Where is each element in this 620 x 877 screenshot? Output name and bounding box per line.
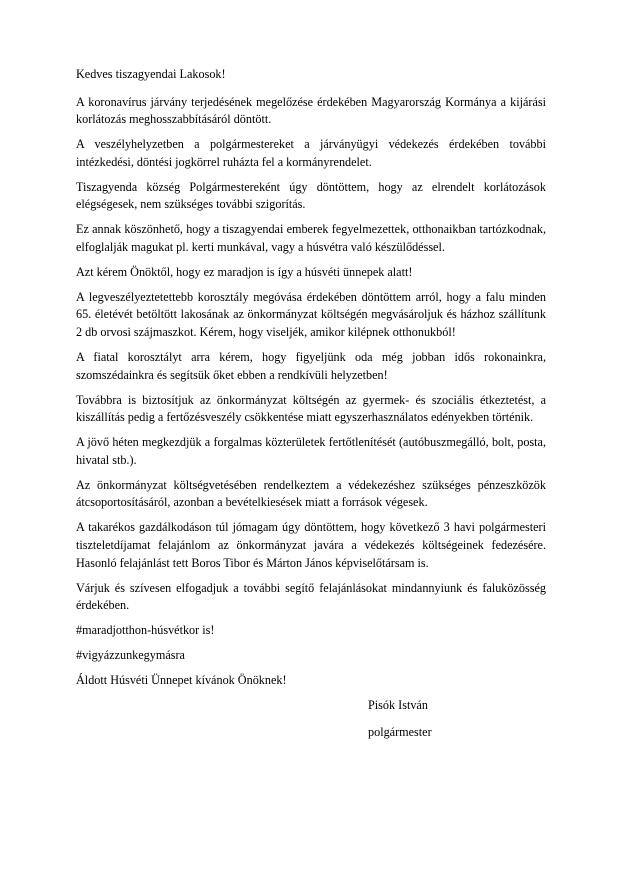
letter-paragraph: Ez annak köszönhető, hogy a tiszagyendai emberek fegyelmezettek, otthonaikban tartózkodnak, elfoglalják magukat pl. kerti munkával, vagy a húsvétra való készülődéssel.	[76, 222, 546, 254]
letter-paragraph: A veszélyhelyzetben a polgármestereket a járványügyi védekezés érdekében további intézkedési, döntési jogkörrel ruházta fel a kormányrendelet.	[76, 137, 546, 169]
hashtag-line: #vigyázzunkegymásra	[76, 648, 185, 663]
letter-paragraph: A jövő héten megkezdjük a forgalmas közterületek fertőtlenítését (autóbuszmegálló, bolt, posta, hivatal stb.).	[76, 435, 546, 467]
letter-paragraph: Azt kérem Önöktől, hogy ez maradjon is így a húsvéti ünnepek alatt!	[76, 264, 413, 279]
hashtag-line: #maradjotthon-húsvétkor is!	[76, 623, 215, 638]
signature-block	[368, 697, 546, 741]
letter-paragraph: A legveszélyeztetettebb korosztály megóvása érdekében döntöttem arról, hogy a falu minden 65. életévét betöltött lakosának az önkormányzat költségén megvásároljuk és házhoz szállítunk 2 db orvosi szájmaszkot. Kérem, hogy viseljék, amikor kilépnek otthonukból!	[76, 289, 546, 340]
letter-paragraph: Várjuk és szívesen elfogadjuk a további segítő felajánlásokat mindannyiunk és faluközösség érdekében.	[76, 580, 546, 613]
letter-paragraph: Továbbra is biztosítjuk az önkormányzat költségén az gyermek- és szociális étkeztetést, a kiszállítás pedig a fertőzésveszély csökkentése miatt egyszerhasználatos edényekben történik.	[76, 392, 546, 425]
letter-greeting: Kedves tiszagyendai Lakosok!	[76, 67, 226, 81]
signature-title: polgármester	[368, 724, 432, 739]
letter-paragraph: Tiszagyenda község Polgármestereként úgy döntöttem, hogy az elrendelt korlátozások elégségesek, nem szükséges további szigorítás.	[76, 179, 546, 212]
letter	[76, 66, 546, 750]
letter-paragraph: Az önkormányzat költségvetésében rendelkeztem a védekezéshez szükséges pénzeszközök átcsoportosításáról, azonban a bevételkiesések miatt a források végesek.	[76, 477, 546, 510]
letter-paragraph: A koronavírus járvány terjedésének megelőzése érdekében Magyarország Kormánya a kijárási korlátozás meghosszabbításáról döntött.	[76, 94, 546, 127]
closing-line: Áldott Húsvéti Ünnepet kívánok Önöknek!	[76, 673, 287, 688]
signature-name: Pisók István	[368, 698, 428, 713]
letter-paragraph: A takarékos gazdálkodáson túl jómagam úgy döntöttem, hogy következő 3 havi polgármesteri tiszteletdíjamat felajánlom az önkormányzat javára a védekezés költségeinek fedezésére. Hasonló felajánlást tett Boros Tibor és Márton János képviselőtársam is.	[76, 520, 546, 570]
letter-paragraph: A fiatal korosztályt arra kérem, hogy figyeljünk oda még jobban idős rokonainkra, szomszédainkra és segítsük őket ebben a rendkívüli helyzetben!	[76, 350, 546, 382]
